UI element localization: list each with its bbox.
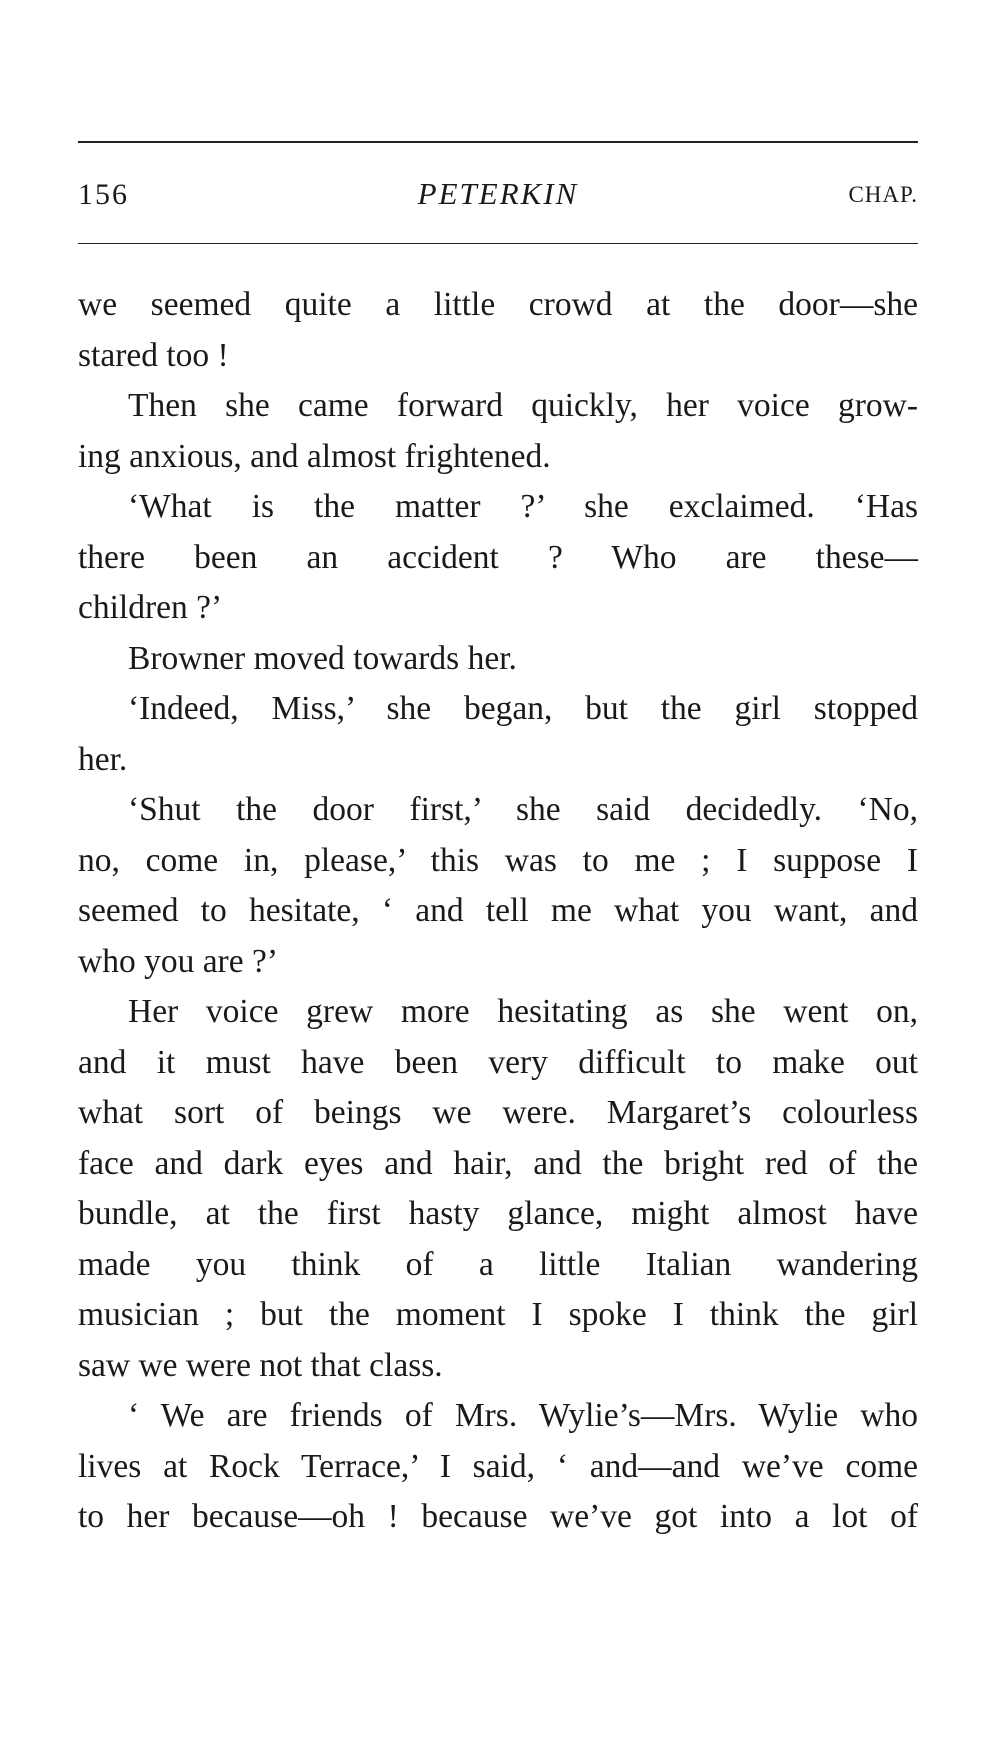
text-line: saw we were not that class. [78, 1346, 443, 1384]
text-line: there been an accident ? Who are these— [78, 538, 918, 576]
text-line: Browner moved towards her. [128, 639, 517, 677]
text-line: her. [78, 740, 128, 778]
text-line: face and dark eyes and hair, and the bright red of the [78, 1144, 918, 1182]
text-line: to her because—oh ! because we’ve got into a lot of [78, 1498, 918, 1535]
text-line: stared too ! [78, 336, 229, 374]
paragraph [78, 785, 918, 987]
header-bottom-rule [78, 243, 918, 244]
page-number: 156 [78, 178, 129, 211]
paragraph [78, 987, 918, 1391]
text-line: ‘Indeed, Miss,’ she began, but the girl stopped [128, 690, 918, 727]
text-line: ‘Shut the door first,’ she said decidedly. ‘No, [128, 791, 918, 828]
paragraph [78, 280, 918, 381]
text-line: ‘ We are friends of Mrs. Wylie’s—Mrs. Wylie who [128, 1397, 918, 1434]
text-line: we seemed quite a little crowd at the door—she [78, 286, 918, 323]
text-line: made you think of a little Italian wandering [78, 1245, 918, 1283]
paragraph [78, 482, 918, 634]
text-line: and it must have been very difficult to make out [78, 1043, 918, 1081]
text-line: ‘What is the matter ?’ she exclaimed. ‘Has [128, 488, 918, 525]
text-line: lives at Rock Terrace,’ I said, ‘ and—and we’ve come [78, 1447, 918, 1485]
text-line: children ?’ [78, 589, 223, 626]
header-top-rule [78, 141, 918, 143]
running-title: PETERKIN [417, 176, 579, 211]
paragraph [78, 1391, 918, 1543]
chapter-label: CHAP. [848, 182, 918, 207]
text-line: who you are ?’ [78, 942, 278, 980]
paragraph [78, 381, 918, 482]
text-line: Then she came forward quickly, her voice grow- [128, 387, 918, 424]
text-line: Her voice grew more hesitating as she went on, [128, 993, 918, 1030]
text-line: seemed to hesitate, ‘ and tell me what you want, and [78, 892, 918, 929]
paragraph [78, 634, 918, 685]
text-line: ing anxious, and almost frightened. [78, 437, 551, 475]
running-head [78, 170, 918, 220]
text-line: what sort of beings we were. Margaret’s colourless [78, 1094, 918, 1131]
body-text [78, 280, 918, 1543]
text-line: no, come in, please,’ this was to me ; I suppose I [78, 841, 918, 879]
text-line: bundle, at the first hasty glance, might almost have [78, 1195, 918, 1232]
text-line: musician ; but the moment I spoke I think the girl [78, 1296, 918, 1333]
paragraph [78, 684, 918, 785]
